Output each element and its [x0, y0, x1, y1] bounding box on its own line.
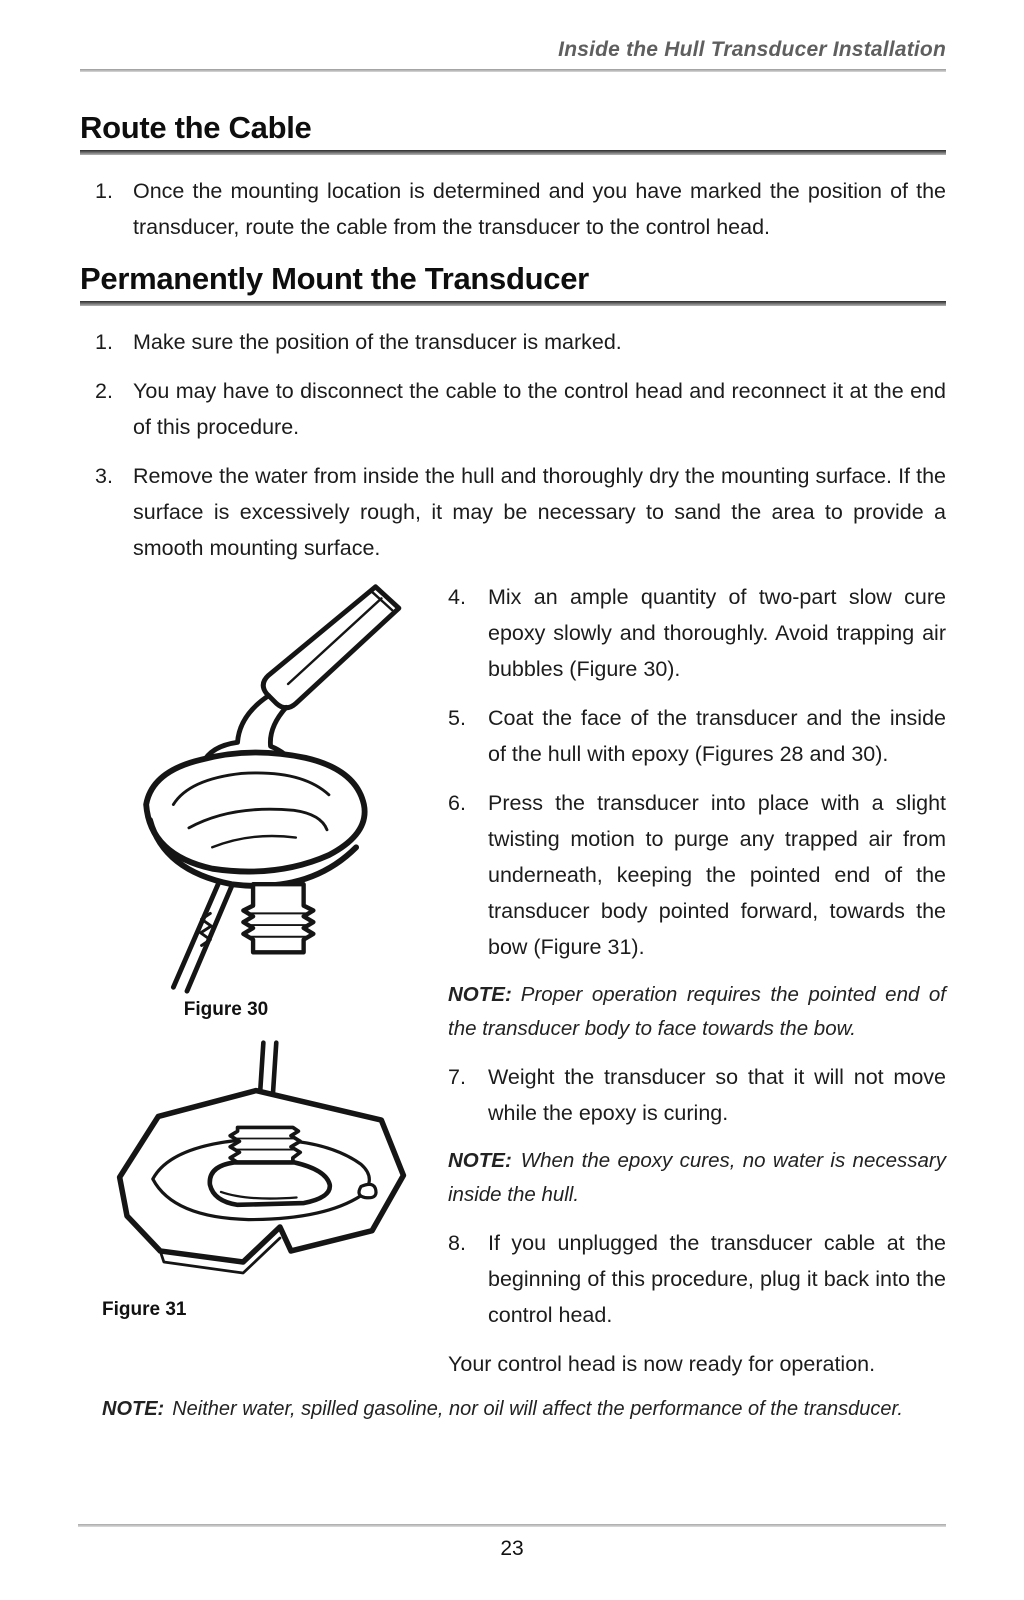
- page-header: [80, 38, 946, 72]
- figure-30: [80, 579, 432, 1021]
- numbered-step: [80, 458, 946, 566]
- note-epoxy-cures: [448, 1144, 946, 1212]
- step-text: If you unplugged the transducer cable at the beginning of this procedure, plug it back into the control head.: [488, 1231, 946, 1327]
- step-text: Remove the water from inside the hull and thoroughly dry the mounting surface. If the surface is excessively rough, it may be necessary to sand the area to provide a smooth mounting surface.: [133, 464, 946, 560]
- section-route-the-cable: [80, 110, 946, 245]
- step-number: 4.: [448, 585, 466, 609]
- note-text: Neither water, spilled gasoline, nor oil will affect the performance of the transducer.: [172, 1398, 903, 1420]
- numbered-step: [448, 700, 946, 772]
- step-number: 7.: [448, 1065, 466, 1089]
- figure-31: [80, 1039, 432, 1321]
- step-text: Press the transducer into place with a slight twisting motion to purge any trapped air from underneath, keeping the pointed end of the transducer body pointed forward, towards the bow (Figure 31).: [488, 791, 946, 959]
- note-text: Proper operation requires the pointed end of the transducer body to face towards the bow.: [448, 983, 946, 1040]
- numbered-step: [80, 173, 946, 245]
- numbered-step: [80, 373, 946, 445]
- header-rule: [80, 69, 946, 72]
- step-text: Weight the transducer so that it will not move while the epoxy is curing.: [488, 1065, 946, 1125]
- numbered-step: [448, 1225, 946, 1333]
- note-label: NOTE:: [448, 1149, 512, 1172]
- footer-rule: [78, 1524, 946, 1527]
- numbered-step: [448, 785, 946, 965]
- section-permanently-mount: [80, 261, 946, 1424]
- header-title: Inside the Hull Transducer Installation: [558, 38, 946, 61]
- section-title-route-the-cable: Route the Cable: [80, 110, 312, 145]
- note-label: NOTE:: [102, 1398, 165, 1420]
- bottom-note: [102, 1394, 946, 1424]
- step-number: 2.: [95, 379, 113, 403]
- closing-statement: Your control head is now ready for operation.: [448, 1352, 876, 1376]
- section-title-rule: [80, 301, 946, 306]
- numbered-step: [80, 324, 946, 360]
- step-number: 6.: [448, 791, 466, 815]
- step-number: 1.: [95, 330, 113, 354]
- step-text: Coat the face of the transducer and the inside of the hull with epoxy (Figures 28 and 30).: [488, 706, 946, 766]
- step-text: You may have to disconnect the cable to the control head and reconnect it at the end of this procedure.: [133, 379, 946, 439]
- step-number: 3.: [95, 464, 113, 488]
- figure-30-illustration: [91, 579, 421, 997]
- step-text: Mix an ample quantity of two-part slow cure epoxy slowly and thoroughly. Avoid trapping air bubbles (Figure 30).: [488, 585, 946, 681]
- figures-column: [80, 579, 432, 1382]
- note-text: When the epoxy cures, no water is necessary inside the hull.: [448, 1149, 946, 1206]
- figure-31-caption: Figure 31: [102, 1299, 187, 1320]
- two-column-layout: [80, 579, 946, 1382]
- numbered-step: [448, 579, 946, 687]
- note-pointed-end: [448, 978, 946, 1046]
- numbered-step: [448, 1059, 946, 1131]
- page-number: 23: [500, 1537, 524, 1560]
- steps-column: [448, 579, 946, 1382]
- note-label: NOTE:: [448, 983, 512, 1006]
- step-number: 1.: [95, 179, 113, 203]
- page-footer: [78, 1524, 946, 1561]
- section-title-rule: [80, 150, 946, 155]
- step-text: Once the mounting location is determined and you have marked the position of the transducer, route the cable from the transducer to the control head.: [133, 179, 946, 239]
- step-number: 8.: [448, 1231, 466, 1255]
- step-number: 5.: [448, 706, 466, 730]
- section-title-permanently-mount: Permanently Mount the Transducer: [80, 261, 589, 296]
- figure-30-caption: Figure 30: [183, 999, 269, 1020]
- figure-31-illustration: [86, 1039, 426, 1297]
- step-text: Make sure the position of the transducer is marked.: [133, 330, 622, 354]
